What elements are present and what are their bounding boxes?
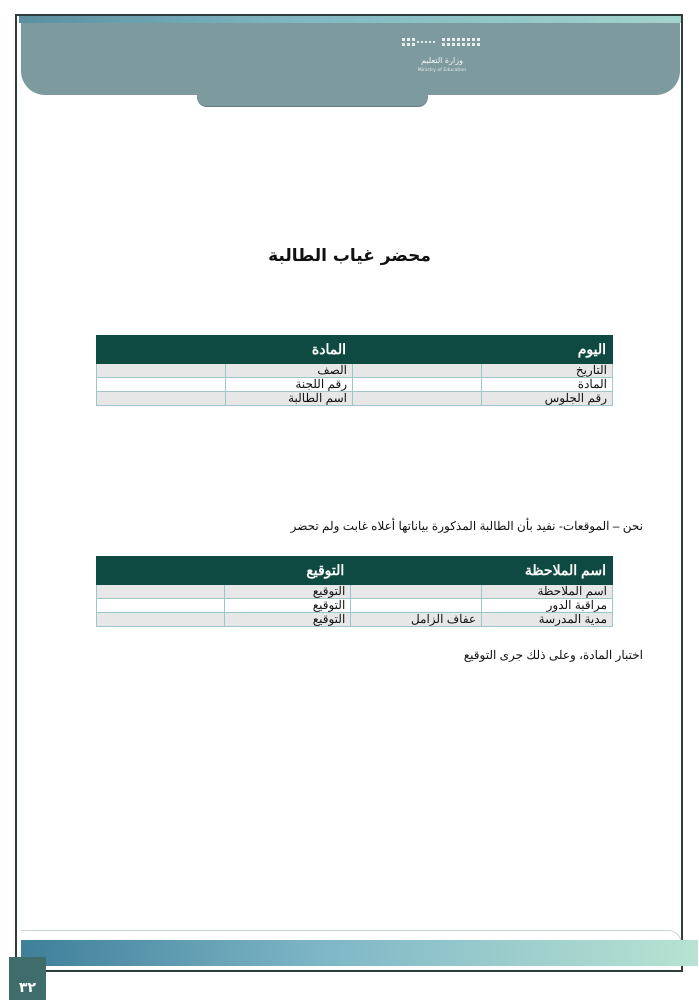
header-cell	[97, 336, 226, 364]
table-row	[97, 378, 613, 392]
header-cell	[353, 336, 482, 364]
student-info-table	[96, 335, 613, 406]
row-label: المادة	[482, 378, 613, 392]
footer-band	[21, 940, 698, 966]
page-title: محضر غياب الطالبة	[268, 246, 431, 266]
row-value[interactable]	[97, 378, 226, 392]
row-value[interactable]	[97, 392, 226, 406]
table-row	[97, 613, 613, 627]
row-label: اسم الملاحظة	[482, 585, 613, 599]
row-value[interactable]	[97, 613, 225, 627]
row-value[interactable]	[97, 364, 226, 378]
header-cell: اليوم	[482, 336, 613, 364]
table-row	[97, 585, 613, 599]
row-label: رقم الجلوس	[482, 392, 613, 406]
logo-english-text: Ministry of Education	[417, 68, 467, 73]
closing-text: اختبار المادة، وعلى ذلك جرى التوقيع	[463, 648, 643, 662]
header-cell	[97, 557, 225, 585]
row-label: التوقيع	[225, 599, 351, 613]
row-label: مدية المدرسة	[482, 613, 613, 627]
header-cell: اسم الملاحظة	[482, 557, 613, 585]
page-frame	[15, 14, 683, 972]
row-value[interactable]	[351, 599, 482, 613]
row-label: التوقيع	[225, 585, 351, 599]
row-label: التوقيع	[225, 613, 351, 627]
top-gradient-strip	[19, 16, 681, 23]
table-header-row	[97, 557, 613, 585]
row-label: الصف	[226, 364, 353, 378]
table-row	[97, 364, 613, 378]
signatures-table	[96, 556, 613, 627]
row-label: مراقبة الدور	[482, 599, 613, 613]
page-number-text: ٣٢	[18, 980, 37, 996]
statement-text: نحن – الموقعات- نفيد بأن الطالبة المذكورة بياناتها أعلاه غابت ولم تحضر	[290, 519, 643, 533]
row-value[interactable]	[353, 392, 482, 406]
header-tab	[197, 84, 428, 106]
ministry-logo	[396, 36, 488, 76]
row-label: التاريخ	[482, 364, 613, 378]
row-value[interactable]: عفاف الزامل	[351, 613, 482, 627]
logo-arabic-text: وزارة التعليم	[421, 56, 463, 65]
table-row	[97, 599, 613, 613]
row-value[interactable]	[353, 364, 482, 378]
row-label: اسم الطالبة	[226, 392, 353, 406]
row-value[interactable]	[97, 599, 225, 613]
row-value[interactable]	[351, 585, 482, 599]
header-cell	[351, 557, 482, 585]
table-row	[97, 392, 613, 406]
row-label: رقم اللجنة	[226, 378, 353, 392]
table-header-row	[97, 336, 613, 364]
header-cell: التوقيع	[225, 557, 351, 585]
page-number	[9, 957, 46, 1000]
header-cell: المادة	[226, 336, 353, 364]
row-value[interactable]	[353, 378, 482, 392]
row-value[interactable]	[97, 585, 225, 599]
